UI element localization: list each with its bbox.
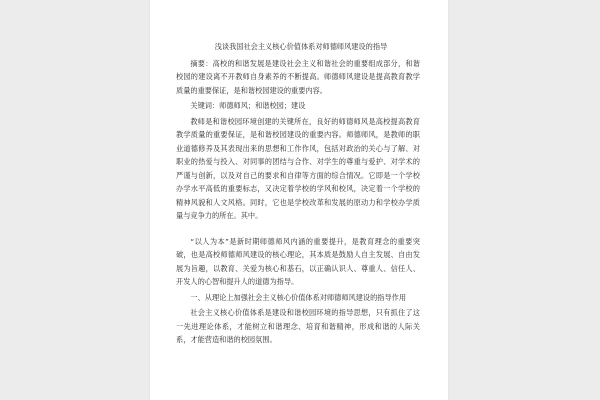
section-heading-1: 一、从理论上加强社会主义核心价值体系对师德师风建设的指导作用 xyxy=(190,292,407,302)
abstract-paragraph: 摘要：高校的和谐发展是建设社会主义和谐社会的重要组成部分，和谐校园的建设离不开教师自身素养的不断提高。师德师风建设是提高教育教学质量的重要保证，是和谐校园建设的重要内容。 xyxy=(176,58,420,95)
body-paragraph-2: “以人为本”是新时期师德师风内涵的重要提升，是教育理念的重要突破，也是高校师德师风建设的核心理论，其本质是鼓励人自主发展、自由发展为旨趣，以教育、关爱为核心和基石，以正确认识人、尊重人、信任人、开发人的心智和提升人的道德为指导。 xyxy=(176,236,420,286)
body-paragraph-3: 社会主义核心价值体系是建设和谐校园环境的指导思想，只有抓住了这一先进理论体系，才能树立和谐理念、培育和谐精神，形成和谐的人际关系，才能营造和谐的校园氛围。 xyxy=(176,308,420,344)
paragraph-gap xyxy=(176,223,420,235)
body-paragraph-1: 教师是和谐校园环境创建的关键所在，良好的师德师风是高校提高教育教学质量的重要保证，是和谐校园建设的重要内容。师德师风，是教师的职业道德修养及其表现出来的思想和工作作风，包括对政治的关心与了解、对职业的热爱与投入、对同事的团结与合作、对学生的尊重与爱护、对学术的严谨与创新，以及对自己的要求和自律等方面的综合情况。它即是一个学校办学水平高低的重要标志，又决定着学校的学风和校风，决定着一个学校的精神风貌和人文风格。同时，它也是学校改革和发展的原动力和学校办学质量与竞争力的所在。其中。 xyxy=(176,116,420,220)
document-body xyxy=(176,40,420,347)
keywords-line: 关键词：师德师风；和谐校园；建设 xyxy=(190,101,306,110)
document-title: 浅谈我国社会主义核心价值体系对师德师风建设的指导 xyxy=(214,42,388,51)
